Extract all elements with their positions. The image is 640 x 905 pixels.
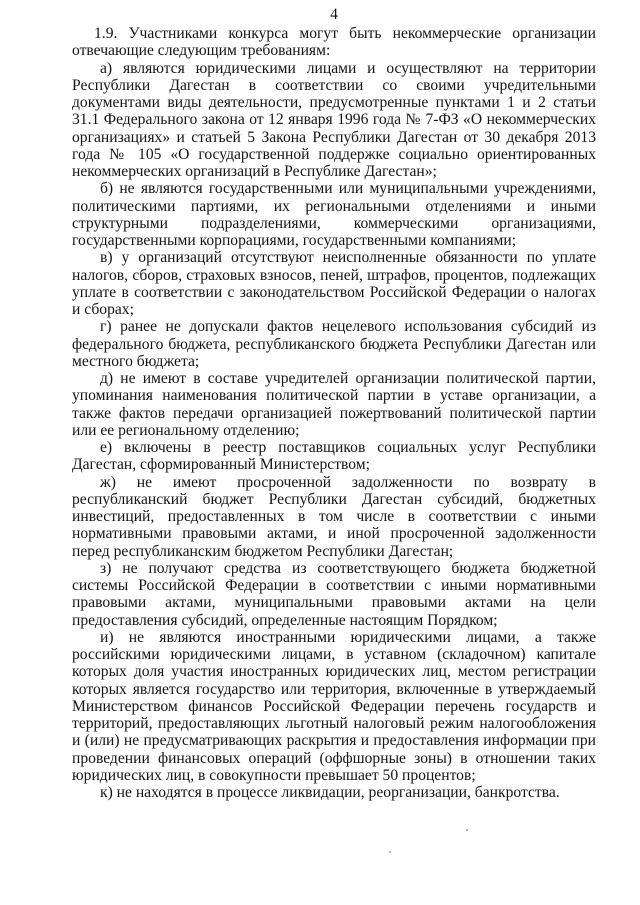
paragraph-item-e: е) включены в реестр поставщиков социальных услуг Республики Дагестан, сформированный Министерством; (72, 439, 596, 474)
paragraph-item-d: д) не имеют в составе учредителей организации политической партии, упоминания наименования политической партии в уставе организации, а также фактов передачи организацией пожертвований политической партии или ее региональному отделению; (72, 370, 596, 439)
document-page (72, 6, 596, 801)
paragraph-item-a: а) являются юридическими лицами и осуществляют на территории Республики Дагестан в соответствии со своими учредительными документами виды деятельности, предусмотренные пунктами 1 и 2 статьи 31.1 Федерального закона от 12 января 1996 года № 7-ФЗ «О некоммерческих организациях» и статьей 5 Закона Республики Дагестан от 30 декабря 2013 года № 105 «О государственной поддержке социально ориентированных некоммерческих организаций в Республике Дагестан»; (72, 59, 596, 180)
page-number: 4 (330, 6, 338, 23)
paragraph-item-z: з) не получают средства из соответствующего бюджета бюджетной системы Российской Федерации в соответствии с иными нормативными правовыми актами, муниципальными правовыми актами на цели предоставления субсидий, определенные настоящим Порядком; (72, 559, 596, 629)
scan-speck (466, 829, 468, 831)
paragraph-item-zh: ж) не имеют просроченной задолженности по возврату в республиканский бюджет Республики Дагестан субсидий, бюджетных инвестиций, предоставленных в том числе в соответствии с иными нормативными правовыми актами, и иной просроченной задолженности перед республиканским бюджетом Республики Дагестан; (72, 473, 596, 560)
paragraph-item-v: в) у организаций отсутствуют неисполненные обязанности по уплате налогов, сборов, страховых взносов, пеней, штрафов, процентов, подлежащих уплате в соответствии с законодательством Российской Федерации о налогах и сборах; (72, 249, 596, 318)
paragraph-1-9-intro: 1.9. Участниками конкурса могут быть некоммерческие организации отвечающие следующим требованиям: (72, 25, 596, 60)
scan-speck (389, 851, 391, 853)
paragraph-item-k: к) не находятся в процессе ликвидации, реорганизации, банкротства. (100, 784, 560, 801)
paragraph-item-i: и) не являются иностранными юридическими лицами, а также российскими юридическими лицами, в уставном (складочном) капитале которых доля участия иностранных юридических лиц, местом регистрации которых является государство или территория, включенные в утверждаемый Министерством финансов Российской Федерации перечень государств и территорий, предоставляющих льготный налоговый режим налогообложения и (или) не предусматривающих раскрытия и предоставления информации при проведении финансовых операций (оффшорные зоны) в отношении таких юридических лиц, в совокупности превышает 50 процентов; (72, 628, 596, 784)
paragraph-item-g: г) ранее не допускали фактов нецелевого использования субсидий из федерального бюджета, республиканского бюджета Республики Дагестан или местного бюджета; (72, 318, 596, 370)
paragraph-item-b: б) не являются государственными или муниципальными учреждениями, политическими партиями, их региональными отделениями и иными структурными подразделениями, коммерческими организациями, государственными корпорациями, государственными компаниями; (72, 180, 596, 249)
